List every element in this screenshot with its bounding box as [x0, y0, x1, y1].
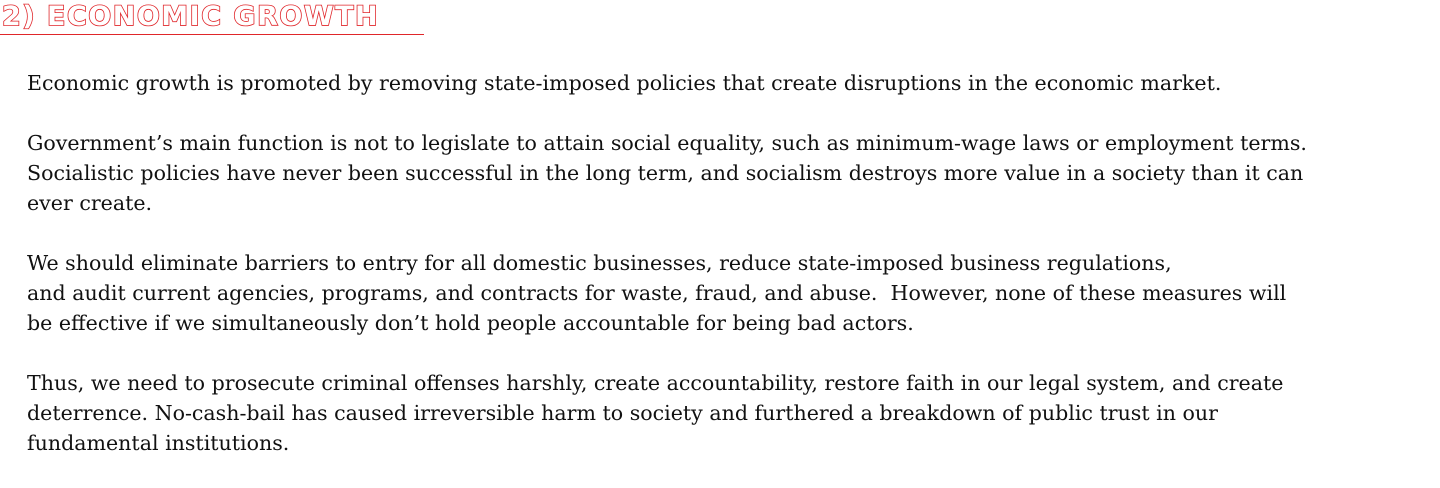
section-heading — [0, 0, 424, 38]
paragraph-line: We should eliminate barriers to entry for all domestic businesses, reduce state-imposed business regulations, — [27, 251, 1172, 275]
paragraph-line: ever create. — [27, 191, 153, 215]
paragraph-line: Government’s main function is not to legislate to attain social equality, such as minimum-wage laws or employment terms. — [27, 131, 1307, 155]
heading-underline — [0, 34, 424, 35]
paragraph-line: deterrence. No-cash-bail has caused irreversible harm to society and furthered a breakdown of public trust in our — [27, 401, 1218, 425]
paragraph-line: Economic growth is promoted by removing state-imposed policies that create disruptions in the economic market. — [27, 71, 1222, 95]
paragraph-line: Socialistic policies have never been successful in the long term, and socialism destroys more value in a society than it can — [27, 161, 1304, 185]
paragraph-3 — [27, 248, 1440, 338]
body-text — [27, 68, 1440, 488]
paragraph-line: fundamental institutions. — [27, 431, 290, 455]
section-title: 2) ECONOMIC GROWTH — [2, 1, 380, 32]
paragraph-4 — [27, 368, 1440, 458]
paragraph-line: be effective if we simultaneously don’t hold people accountable for being bad actors. — [27, 311, 914, 335]
paragraph-line: and audit current agencies, programs, and contracts for waste, fraud, and abuse. However, none of these measures will — [27, 281, 1287, 305]
paragraph-line: Thus, we need to prosecute criminal offenses harshly, create accountability, restore faith in our legal system, and create — [27, 371, 1284, 395]
paragraph-1 — [27, 68, 1440, 98]
paragraph-2 — [27, 128, 1440, 218]
